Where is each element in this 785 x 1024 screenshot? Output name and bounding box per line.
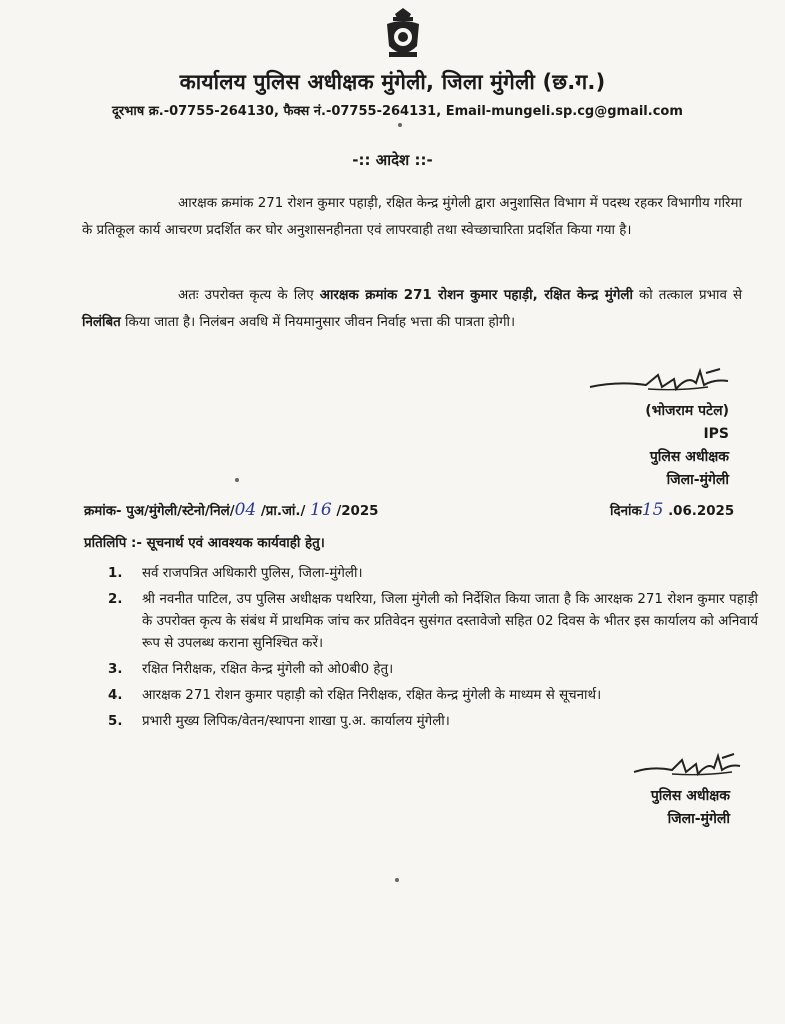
list-item-text: श्री नवनीत पाटिल, उप पुलिस अधीक्षक पथरिया, जिला मुंगेली को निर्देशित किया जाता है कि आरक्षक 271 रोशन कुमार पहाड़ी के उपरोक्त कृत्य के संबंध में प्राथमिक जांच कर प्रतिवेदन सुसंगत दस्तावेजो सहित 02 दिवस के भीतर इस कार्यालय को अनिवार्य रूप से उपलब्ध कराना सुनिश्चित करें।	[142, 592, 758, 651]
order-date	[610, 500, 734, 520]
signatory-designation: पुलिस अधीक्षक	[649, 449, 729, 465]
list-item	[108, 589, 758, 655]
list-item-text: आरक्षक 271 रोशन कुमार पहाड़ी को रक्षित निरीक्षक, रक्षित केन्द्र मुंगेली के माध्यम से सूचनार्थ।	[142, 688, 602, 703]
list-item-text: प्रभारी मुख्य लिपिक/वेतन/स्थापना शाखा पु.अ. कार्यालय मुंगेली।	[142, 714, 450, 729]
ref-mid: /प्रा.जां./	[256, 504, 311, 519]
date-rest: .06.2025	[663, 504, 735, 519]
reference-number	[84, 500, 378, 520]
signature-2	[632, 752, 742, 786]
list-item	[108, 563, 758, 585]
ref-handwritten-number-2: 16	[310, 500, 332, 520]
para2-text-a: अतः उपरोक्त कृत्य के लिए	[178, 288, 320, 303]
para2-text-e: किया जाता है। निलंबन अवधि में नियमानुसार जीवन निर्वाह भत्ता की पात्रता होगी।	[120, 315, 516, 330]
office-title: कार्यालय पुलिस अधीक्षक मुंगेली, जिला मुंगेली (छ.ग.)	[179, 70, 606, 94]
list-item-number: 2.	[108, 592, 123, 607]
signatory2-designation: पुलिस अधीक्षक	[650, 788, 730, 804]
signatory-name: (भोजराम पटेल)	[645, 403, 729, 419]
signature-1	[588, 365, 738, 403]
list-item-number: 1.	[108, 566, 123, 581]
ref-year: /2025	[331, 504, 379, 519]
para2-text-c: को तत्काल प्रभाव से	[632, 288, 743, 303]
list-item-number: 3.	[108, 662, 123, 677]
ref-handwritten-number: 04	[234, 500, 257, 520]
list-item-number: 5.	[108, 714, 123, 729]
signatory2-district: जिला-मुंगेली	[667, 811, 730, 827]
order-paragraph-2	[82, 282, 742, 336]
ref-prefix: क्रमांक- पुअ/मुंगेली/स्टेनो/निलं/	[84, 504, 235, 519]
list-item	[108, 711, 758, 733]
date-label: दिनांक	[610, 504, 642, 519]
hole-punch-mark	[398, 123, 402, 127]
list-item-text: रक्षित निरीक्षक, रक्षित केन्द्र मुंगेली को ओ0बी0 हेतु।	[142, 662, 394, 677]
hole-punch-mark	[395, 878, 399, 882]
hole-punch-mark	[235, 478, 239, 482]
contact-line: दूरभाष क्र.-07755-264130, फैक्स नं.-07755-264131, Email-mungeli.sp.cg@gmail.com	[112, 104, 683, 119]
signatory-block-2	[651, 785, 730, 831]
signatory-service: IPS	[703, 426, 729, 442]
para2-suspended-word: निलंबित	[82, 315, 121, 330]
para2-accused-name: आरक्षक क्रमांक 271 रोशन कुमार पहाड़ी, रक्षित केन्द्र मुंगेली	[319, 288, 633, 303]
date-handwritten-day: 15	[641, 500, 664, 520]
copy-to-label: प्रतिलिपि :- सूचनार्थ एवं आवश्यक कार्यवाही हेतु।	[84, 536, 325, 551]
order-paragraph-1: आरक्षक क्रमांक 271 रोशन कुमार पहाड़ी, रक्षित केन्द्र मुंगेली द्वारा अनुशासित विभाग में पदस्थ रहकर विभागीय गरिमा के प्रतिकूल कार्य आचरण प्रदर्शित कर घोर अनुशासनहीनता एवं लापरवाही तथा स्वेच्छाचारिता प्रदर्शित किया गया है।	[82, 196, 742, 238]
police-emblem-icon	[381, 6, 425, 62]
list-item	[108, 659, 758, 681]
list-item	[108, 685, 758, 707]
order-heading: -:: आदेश ::-	[352, 151, 433, 169]
list-item-number: 4.	[108, 688, 123, 703]
signatory-block	[645, 400, 729, 492]
copy-to-list	[108, 563, 758, 737]
list-item-text: सर्व राजपत्रित अधिकारी पुलिस, जिला-मुंगेली।	[142, 566, 363, 581]
signatory-district: जिला-मुंगेली	[666, 472, 729, 488]
